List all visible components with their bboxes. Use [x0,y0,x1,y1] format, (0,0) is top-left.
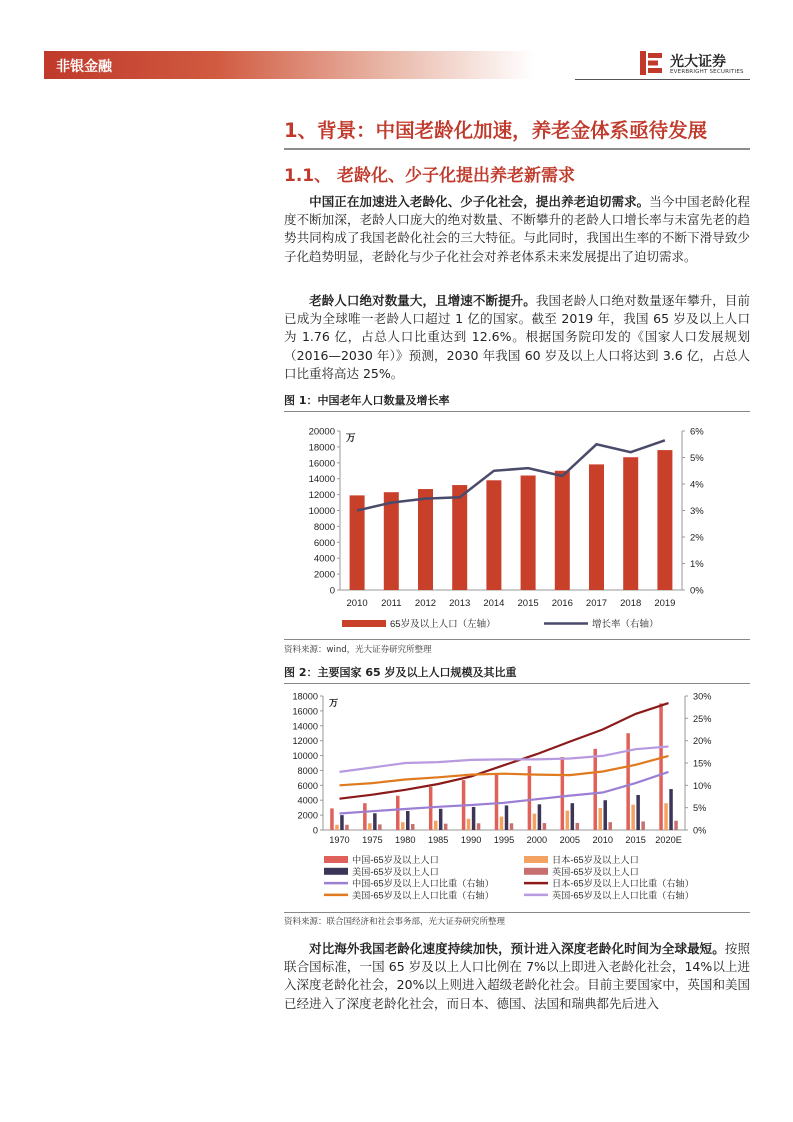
bar-4 [444,824,448,830]
bar-2 [631,805,635,830]
paragraph-3-lead: 对比海外我国老龄化速度持续加快，预计进入深度老龄化时间为全球最短。 [309,941,725,956]
legend-label: 65岁及以上人口（左轴） [390,619,496,630]
x-tick-label: 1980 [395,835,416,845]
paragraph-2 [284,292,750,383]
bar-1 [396,796,400,830]
bar-2 [434,821,438,830]
left-tick-label: 18000 [292,691,318,702]
bar-2 [566,811,570,830]
left-tick-label: 4000 [297,795,318,806]
bar-1 [589,464,604,590]
header-band [44,51,534,79]
left-tick-label: 12000 [292,736,318,747]
bar-2 [500,817,504,830]
legend-label: 美国-65岁及以上人口 [352,866,439,877]
right-tick-label: 5% [690,453,704,464]
x-tick-label: 2000 [526,835,548,845]
company-logo [640,49,750,79]
right-tick-label: 25% [693,713,712,724]
left-unit-label: 万 [346,433,356,444]
x-tick-label: 2016 [551,598,573,609]
bar-3 [373,813,377,830]
left-tick-label: 2000 [313,569,335,581]
x-tick-label: 2015 [517,598,539,609]
right-tick-label: 3% [690,506,704,517]
bar-4 [576,823,580,830]
bar-4 [510,823,514,830]
x-tick-label: 1975 [362,835,383,845]
figure-1-chart [284,414,750,638]
bar-1 [528,766,532,830]
left-tick-label: 18000 [308,442,335,454]
bar-3 [439,809,443,830]
x-tick-label: 1985 [427,835,449,845]
x-tick-label: 2005 [559,835,581,845]
figure-2-bottom-rule [284,912,750,913]
bar-1 [330,808,334,830]
left-tick-label: 12000 [308,490,335,502]
x-tick-label: 2018 [620,598,642,609]
left-tick-label: 0 [312,825,318,836]
figure-2-chart [284,686,750,912]
x-tick-label: 2013 [449,598,471,609]
legend-swatch [324,868,348,875]
x-tick-label: 2017 [585,598,608,609]
legend-label: 日本-65岁及以上人口比重（右轴） [552,878,694,889]
figure-2-top-rule [284,683,750,684]
right-tick-label: 15% [693,758,712,769]
left-tick-label: 14000 [292,721,318,732]
bar-1 [555,471,570,590]
x-tick-label: 2014 [483,598,505,609]
everbright-logo-icon [640,51,662,75]
bar-1 [384,492,399,590]
bar-1 [521,476,536,590]
bar-3 [340,815,344,830]
logo-name-cn: 光大证券 [670,54,726,70]
bar-3 [406,811,410,830]
section-tag: 非银金融 [56,59,112,75]
left-tick-label: 8000 [313,521,335,533]
bar-4 [641,821,645,830]
right-tick-label: 20% [693,736,712,747]
left-tick-label: 2000 [297,810,318,821]
left-tick-label: 8000 [297,765,318,776]
bar-2 [664,803,668,830]
x-tick-label: 2010 [346,598,368,609]
paragraph-2-text: 我国老龄人口绝对数量逐年攀升，目前已成为全球唯一老龄人口超过 1 亿的国家。截至 2019 年，我国 65 岁及以上人口为 1.76 亿，占总人口比重达到 12.6%。根据国务院印发的《国家人口发展规划（2016—2030 年）》预测，2030 年我国 60 岁及以上人口将达到 3.6 亿，占总人口比重将高达 25%。 [284,293,750,381]
bar-3 [669,789,673,830]
left-tick-label: 10000 [308,506,335,517]
bar-4 [411,824,415,830]
header-rule [575,79,750,80]
right-tick-label: 5% [693,803,707,814]
x-tick-label: 2020E [655,835,682,845]
legend-swatch [342,620,386,627]
bar-1 [363,803,367,830]
bar-2 [467,819,471,830]
legend-swatch [524,868,548,875]
legend-swatch [324,856,348,863]
paragraph-3-text: 按照联合国标准，一国 65 岁及以上人口比例在 7%以上即进入老龄化社会，14%以上进入深度老龄化社会，20%以上则进入超级老龄化社会。目前主要国家中，英国和美国已经进入了深度老龄化社会，而日本、德国、法国和瑞典都先后进入 [284,941,750,1011]
x-tick-label: 1990 [460,835,482,845]
bar-2 [401,822,405,830]
bar-1 [623,457,638,590]
bar-1 [626,733,630,830]
paragraph-1-lead: 中国正在加速进入老龄化、少子化社会，提出养老迫切需求。 [309,194,650,209]
figure-1-bottom-rule [284,639,750,640]
bar-1 [561,757,565,830]
bar-1 [486,480,501,590]
legend-swatch [524,856,548,863]
bar-3 [603,800,607,830]
legend-label: 英国-65岁及以上人口比重（右轴） [552,890,694,901]
legend-label: 中国-65岁及以上人口 [352,855,439,865]
paragraph-2-lead: 老龄人口绝对数量大，且增速不断提升。 [309,293,536,308]
bar-2 [598,808,602,830]
logo-name-en: EVERBRIGHT SECURITIES [670,69,744,75]
bar-1 [593,749,597,830]
right-tick-label: 10% [693,780,712,791]
bar-4 [345,825,349,830]
x-tick-label: 2011 [381,598,402,609]
figure-1-top-rule [284,411,750,412]
legend-label: 中国-65岁及以上人口比重（右轴） [352,878,494,889]
legend-label: 英国-65岁及以上人口 [552,866,639,877]
bar-4 [543,823,547,830]
x-tick-label: 2015 [625,835,646,845]
legend-label: 美国-65岁及以上人口比重（右轴） [352,890,494,901]
right-tick-label: 0% [693,825,707,836]
figure-1-source: 资料来源：wind，光大证券研究所整理 [284,645,432,655]
bar-1 [495,774,499,830]
right-tick-label: 2% [690,532,704,544]
left-tick-label: 6000 [297,780,318,791]
right-tick-label: 0% [690,585,704,597]
right-tick-label: 6% [690,426,704,438]
series-line-1 [357,440,665,510]
paragraph-3 [284,940,750,1013]
bar-3 [505,805,509,830]
right-tick-label: 1% [690,559,704,570]
figure-2-title: 图 2：主要国家 65 岁及以上人口规模及其比重 [284,666,517,679]
paragraph-1 [284,193,750,266]
bar-3 [538,804,542,830]
legend-label: 日本-65岁及以上人口 [552,855,639,865]
legend-label: 增长率（右轴） [592,619,659,630]
x-tick-label: 1995 [493,835,515,845]
left-tick-label: 10000 [292,751,318,762]
section-rule [284,148,750,150]
bar-1 [452,485,467,590]
right-tick-label: 30% [693,691,712,702]
subsection-title: 1.1、 老龄化、少子化提出养老新需求 [284,166,576,186]
bar-1 [657,450,672,590]
bar-4 [608,822,612,830]
bar-1 [659,703,663,830]
left-tick-label: 16000 [308,458,335,470]
bar-3 [571,803,575,830]
bar-4 [674,821,678,830]
x-tick-label: 2012 [414,598,437,609]
bar-1 [418,489,433,590]
left-unit-label: 万 [329,698,339,708]
bar-2 [533,814,537,830]
paragraph-1-text: 当今中国老龄化程度不断加深，老龄人口庞大的绝对数量、不断攀升的老龄人口增长率与未富先老的趋势共同构成了我国老龄化社会的三大特征。与此同时，我国出生率的不断下滑导致少子化趋势明显，老龄化与少子化社会对养老体系未来发展提出了迫切需求。 [284,194,750,264]
bar-4 [477,823,481,830]
left-tick-label: 6000 [313,537,335,549]
right-tick-label: 4% [690,479,704,491]
x-tick-label: 2010 [592,835,613,845]
left-tick-label: 16000 [292,706,318,717]
bar-2 [368,823,372,830]
bar-3 [472,807,476,830]
left-tick-label: 0 [329,585,335,597]
figure-2-source: 资料来源：联合国经济和社会事务部，光大证券研究所整理 [284,917,506,927]
x-tick-label: 2019 [654,598,676,609]
left-tick-label: 14000 [308,474,335,486]
bar-4 [378,824,382,830]
bar-2 [335,825,339,830]
figure-1-title: 图 1：中国老年人口数量及增长率 [284,394,450,407]
series-line-2 [340,703,669,799]
left-tick-label: 20000 [308,426,335,438]
left-tick-label: 4000 [313,553,335,565]
section-title: 1、背景：中国老龄化加速，养老金体系亟待发展 [284,119,708,142]
x-tick-label: 1970 [329,835,350,845]
bar-3 [636,795,640,830]
